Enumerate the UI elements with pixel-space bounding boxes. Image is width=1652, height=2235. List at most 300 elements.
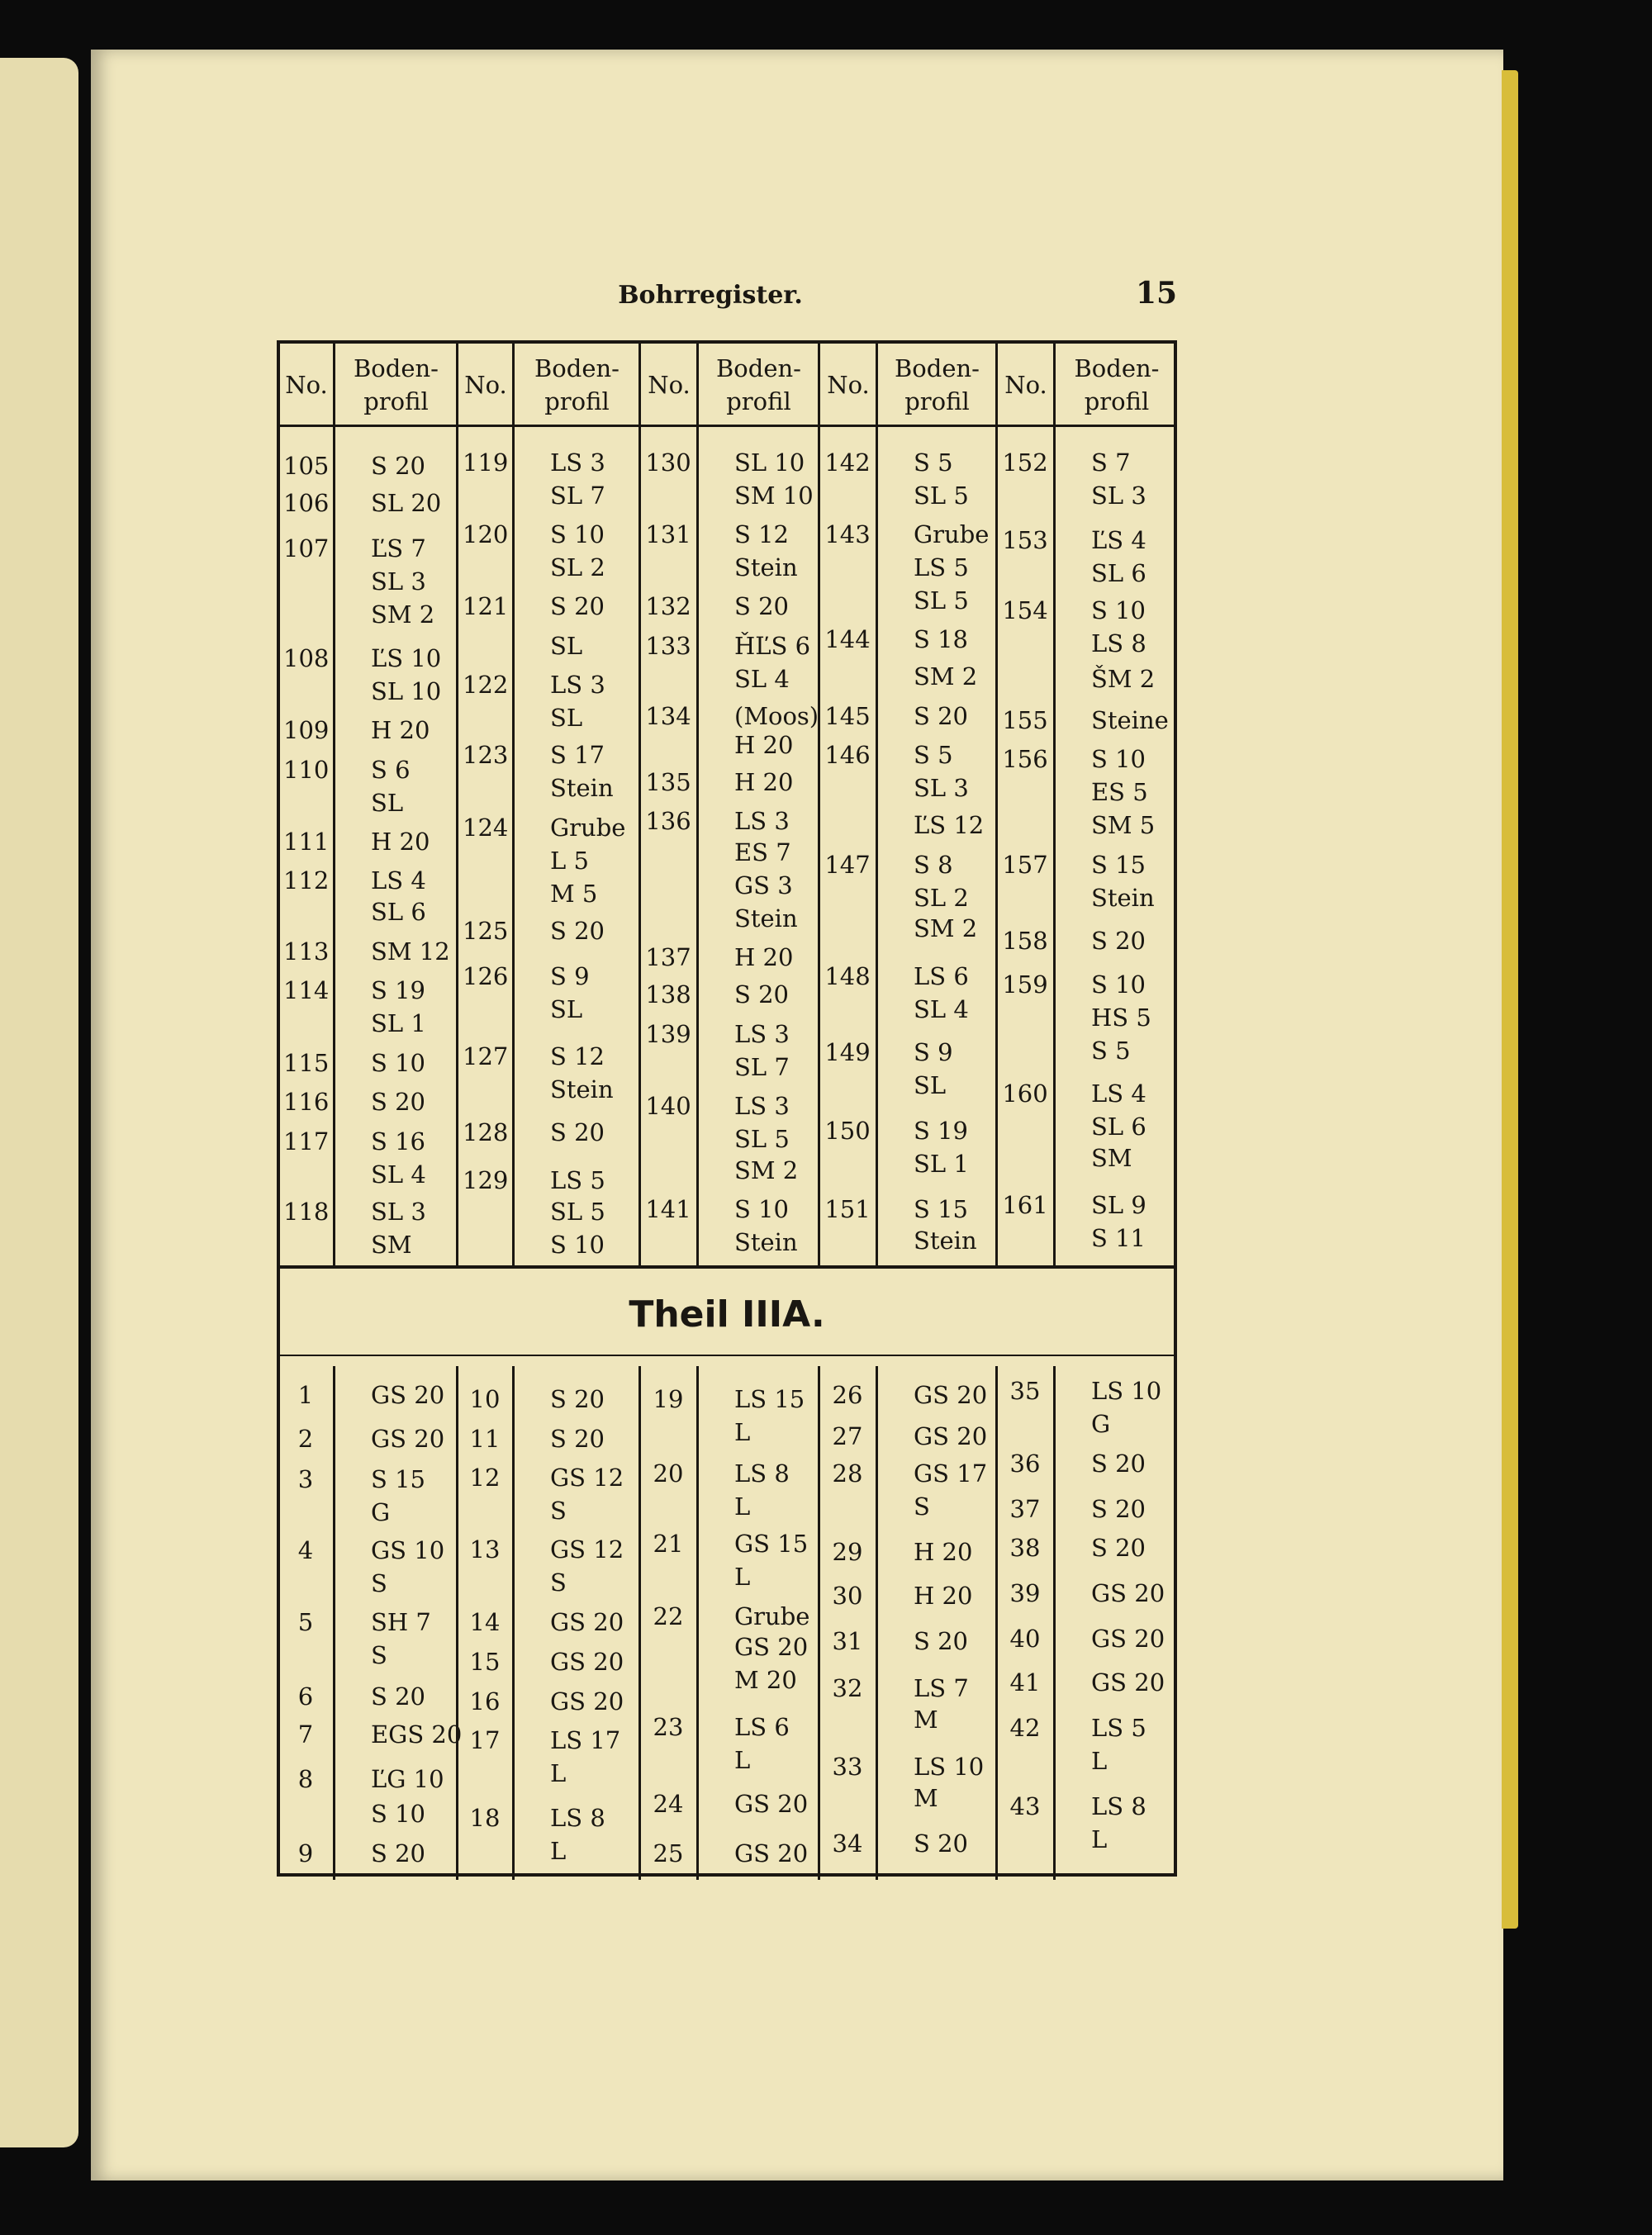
soil-profile-entry: SM 2 (914, 662, 978, 690)
soil-profile-entry: G (1091, 1410, 1111, 1438)
soil-profile-entry: LS 10 (914, 1753, 985, 1781)
facing-page-edge (0, 58, 78, 2147)
boring-number: 126 (463, 962, 509, 990)
boring-number: 17 (469, 1726, 501, 1754)
soil-profile-entry: M 20 (734, 1666, 797, 1694)
table-column-rule (333, 1366, 335, 1880)
boring-number: 139 (645, 1020, 691, 1048)
soil-profile-entry: SH 7 (371, 1608, 431, 1636)
boring-number: 37 (1009, 1495, 1041, 1523)
soil-profile-entry: GS 15 (734, 1530, 809, 1558)
soil-profile-entry: S 20 (1091, 1534, 1146, 1562)
soil-profile-entry: Grube (550, 814, 626, 842)
table-row-rule (280, 1265, 1174, 1269)
soil-profile-entry: GS 20 (550, 1687, 624, 1715)
soil-profile-entry: M (914, 1784, 938, 1812)
soil-profile-entry: SL 2 (550, 553, 605, 581)
soil-profile-entry: GS 10 (371, 1536, 445, 1564)
soil-profile-entry: SL 3 (371, 567, 426, 596)
soil-profile-entry: SM (1091, 1144, 1132, 1172)
soil-profile-entry: L (1091, 1747, 1108, 1775)
soil-profile-entry: Steine (1091, 706, 1169, 734)
soil-profile-entry: Stein (1091, 884, 1155, 912)
table-column-rule (818, 344, 820, 1267)
table-column-rule (696, 1366, 699, 1880)
table-column-rule (1053, 344, 1056, 1267)
soil-profile-entry: GS 20 (550, 1608, 624, 1636)
soil-profile-entry: S 10 (1091, 596, 1146, 624)
soil-profile-entry: ĽS 7 (371, 534, 426, 562)
table-column-rule (456, 1366, 458, 1880)
soil-profile-entry: SL 10 (371, 677, 442, 705)
soil-profile-entry: S 20 (550, 1118, 605, 1146)
boring-number: 121 (463, 592, 509, 620)
boring-number: 116 (283, 1088, 330, 1116)
boring-number: 23 (653, 1713, 684, 1741)
soil-profile-entry: SM 12 (371, 937, 450, 966)
soil-profile-entry: S 20 (371, 1088, 425, 1116)
boring-number: 10 (469, 1385, 501, 1413)
boring-number: 38 (1009, 1534, 1041, 1562)
table-column-rule (333, 344, 335, 1267)
soil-profile-entry: M 5 (550, 880, 598, 908)
boring-number: 30 (832, 1582, 863, 1610)
soil-profile-entry: S 10 (550, 520, 605, 548)
boring-number: 29 (832, 1538, 863, 1566)
soil-profile-entry: S 20 (1091, 1495, 1146, 1523)
soil-profile-entry: LS 3 (734, 807, 790, 835)
soil-profile-entry: S (914, 1492, 930, 1521)
boring-number: 144 (824, 625, 871, 653)
soil-profile-entry: S 9 (914, 1038, 953, 1066)
boring-number: 36 (1009, 1450, 1041, 1478)
soil-profile-entry: Stein (914, 1227, 977, 1255)
boring-number: 140 (645, 1092, 691, 1120)
soil-profile-entry: LS 5 (914, 553, 969, 581)
soil-profile-entry: H 20 (734, 731, 794, 759)
boring-number: 150 (824, 1117, 871, 1145)
soil-profile-entry: S 20 (1091, 927, 1146, 955)
boring-number: 3 (297, 1465, 314, 1493)
boring-number: 110 (283, 756, 330, 784)
boring-number: 149 (824, 1038, 871, 1066)
boring-number: 40 (1009, 1625, 1041, 1653)
boring-number: 20 (653, 1459, 684, 1488)
soil-profile-entry: S 20 (914, 1627, 968, 1655)
boring-number: 41 (1009, 1668, 1041, 1696)
soil-profile-entry: LS 5 (1091, 1714, 1146, 1742)
soil-profile-entry: SL 1 (371, 1009, 426, 1037)
boring-number: 105 (283, 452, 330, 480)
boring-number: 2 (297, 1425, 314, 1453)
soil-profile-entry: SL 6 (1091, 559, 1146, 587)
soil-profile-entry: H 20 (734, 943, 794, 971)
soil-profile-entry: GS 3 (734, 871, 793, 899)
soil-profile-entry: LS 8 (1091, 629, 1146, 657)
soil-profile-entry: S 11 (1091, 1224, 1146, 1252)
soil-profile-entry: SM 5 (1091, 811, 1156, 839)
boring-number: 119 (463, 448, 509, 477)
soil-profile-entry: H 20 (371, 716, 430, 744)
boring-number: 158 (1002, 927, 1048, 955)
header-no: No. (827, 371, 870, 399)
soil-profile-entry: S 19 (371, 976, 425, 1004)
soil-profile-entry: SL 3 (1091, 482, 1146, 510)
soil-profile-entry: LS 3 (734, 1020, 790, 1048)
soil-profile-entry: Stein (734, 904, 798, 932)
boring-number: 145 (824, 702, 871, 730)
boring-number: 151 (824, 1195, 871, 1223)
soil-profile-entry: S 10 (371, 1800, 425, 1828)
soil-profile-entry: GS 20 (371, 1381, 445, 1409)
soil-profile-entry: S 17 (550, 741, 605, 769)
boring-number: 43 (1009, 1792, 1041, 1820)
boring-number: 134 (645, 702, 691, 730)
soil-profile-entry: SL 5 (914, 482, 969, 510)
soil-profile-entry: L (550, 1759, 567, 1787)
soil-profile-entry: LS 4 (1091, 1080, 1146, 1108)
soil-profile-entry: S 20 (550, 917, 605, 945)
soil-profile-entry: G (371, 1498, 391, 1526)
table-column-rule (512, 344, 515, 1267)
header-bodenprofil: Boden- profil (354, 354, 439, 415)
soil-profile-entry: S 10 (734, 1195, 789, 1223)
header-no: No. (285, 371, 328, 399)
boring-number: 138 (645, 980, 691, 1008)
boring-number: 5 (297, 1608, 314, 1636)
soil-profile-entry: S 18 (914, 625, 968, 653)
boring-number: 106 (283, 489, 330, 517)
soil-profile-entry: S (550, 1568, 567, 1597)
boring-number: 24 (653, 1790, 684, 1818)
soil-profile-entry: S 10 (1091, 745, 1146, 773)
boring-number: 15 (469, 1648, 501, 1676)
boring-number: 114 (283, 976, 330, 1004)
boring-number: 6 (297, 1682, 314, 1711)
soil-profile-entry: LS 3 (550, 671, 605, 699)
soil-profile-entry: S 20 (734, 980, 789, 1008)
soil-profile-entry: S 16 (371, 1127, 425, 1155)
soil-profile-entry: Stein (734, 1228, 798, 1256)
boring-number: 108 (283, 644, 330, 672)
boring-number: 11 (469, 1425, 501, 1453)
soil-profile-entry: SL 4 (914, 995, 969, 1023)
boring-number: 137 (645, 943, 691, 971)
boring-number: 113 (283, 937, 330, 966)
boring-number: 132 (645, 592, 691, 620)
soil-profile-entry: SL (371, 789, 404, 817)
soil-profile-entry: L (734, 1492, 751, 1521)
header-bodenprofil: Boden- profil (716, 354, 801, 415)
soil-profile-entry: GS 12 (550, 1464, 624, 1492)
boring-number: 26 (832, 1381, 863, 1409)
boring-number: 115 (283, 1049, 330, 1077)
soil-profile-entry: SL 7 (734, 1053, 790, 1081)
boring-number: 128 (463, 1118, 509, 1146)
boring-number: 111 (283, 828, 330, 856)
boring-number: 123 (463, 741, 509, 769)
soil-profile-entry: S 8 (914, 851, 953, 879)
page-number: 15 (1136, 276, 1178, 311)
soil-profile-entry: S 20 (371, 1682, 425, 1711)
soil-profile-entry: LS 8 (1091, 1792, 1146, 1820)
soil-profile-entry: LS 6 (734, 1713, 790, 1741)
soil-profile-entry: LS 15 (734, 1385, 805, 1413)
boring-number: 117 (283, 1127, 330, 1155)
soil-profile-entry: S 15 (1091, 851, 1146, 879)
soil-profile-entry: LS 6 (914, 962, 969, 990)
soil-profile-entry: S 15 (371, 1465, 425, 1493)
boring-number: 7 (297, 1720, 314, 1749)
boring-number: 1 (297, 1381, 314, 1409)
soil-profile-entry: S 20 (550, 1425, 605, 1453)
boring-number: 112 (283, 866, 330, 894)
header-bodenprofil: Boden- profil (895, 354, 980, 415)
soil-profile-entry: SL 1 (914, 1150, 969, 1178)
soil-profile-entry: L (550, 1837, 567, 1865)
table-column-rule (818, 1366, 820, 1880)
table-column-rule (638, 1366, 641, 1880)
boring-number: 21 (653, 1530, 684, 1558)
table-column-rule (876, 1366, 878, 1880)
soil-profile-entry: L (734, 1418, 751, 1446)
boring-number: 129 (463, 1166, 509, 1194)
boring-number: 35 (1009, 1377, 1041, 1405)
soil-profile-entry: SL (550, 632, 583, 660)
soil-profile-entry: S 15 (914, 1195, 968, 1223)
boring-number: 118 (283, 1198, 330, 1226)
soil-profile-entry: ES 5 (1091, 778, 1148, 806)
soil-profile-entry: SL 6 (371, 898, 426, 926)
soil-profile-entry: S 10 (550, 1231, 605, 1259)
soil-profile-entry: LS 17 (550, 1726, 621, 1754)
boring-number: 143 (824, 520, 871, 548)
soil-profile-entry: SL 3 (371, 1198, 426, 1226)
soil-profile-entry: SL 20 (371, 489, 442, 517)
soil-profile-entry: ĽS 12 (914, 811, 985, 839)
soil-profile-entry: L (1091, 1825, 1108, 1853)
header-no: No. (648, 371, 691, 399)
soil-profile-entry: LS 8 (734, 1459, 790, 1488)
boring-number: 34 (832, 1829, 863, 1858)
boring-number: 12 (469, 1464, 501, 1492)
soil-profile-entry: EGS 20 (371, 1720, 463, 1749)
soil-profile-entry: S 20 (914, 702, 968, 730)
boring-number: 147 (824, 851, 871, 879)
boring-number: 8 (297, 1765, 314, 1793)
boring-number: 124 (463, 814, 509, 842)
boring-number: 160 (1002, 1080, 1048, 1108)
soil-profile-entry: GS 20 (1091, 1579, 1165, 1607)
soil-profile-entry: S 20 (734, 592, 789, 620)
table-column-rule (456, 344, 458, 1267)
soil-profile-entry: S 9 (550, 962, 590, 990)
soil-profile-entry: LS 8 (550, 1804, 605, 1832)
soil-profile-entry: S 20 (550, 1385, 605, 1413)
boring-number: 157 (1002, 851, 1048, 879)
soil-profile-entry: S 7 (1091, 448, 1131, 477)
table-column-rule (995, 1366, 998, 1880)
table-column-rule (638, 344, 641, 1267)
boring-number: 161 (1002, 1191, 1048, 1219)
soil-profile-entry: SL (914, 1071, 947, 1099)
boring-number: 141 (645, 1195, 691, 1223)
header-no: No. (464, 371, 507, 399)
soil-profile-entry: SM (371, 1231, 412, 1259)
soil-profile-entry: S 5 (1091, 1037, 1131, 1065)
table-column-rule (876, 344, 878, 1267)
soil-profile-entry: SL 2 (914, 884, 969, 912)
section-title: Theil IIIA. (629, 1293, 825, 1336)
soil-profile-entry: GS 20 (734, 1633, 809, 1661)
boring-number: 122 (463, 671, 509, 699)
boring-number: 14 (469, 1608, 501, 1636)
boring-number: 107 (283, 534, 330, 562)
soil-profile-entry: SL 5 (550, 1198, 605, 1226)
header-bodenprofil: Boden- profil (534, 354, 620, 415)
bohrregister-table (277, 340, 1177, 1877)
soil-profile-entry: SL 3 (914, 774, 969, 802)
table-column-rule (512, 1366, 515, 1880)
soil-profile-entry: GS 20 (734, 1839, 809, 1867)
soil-profile-entry: SL (550, 704, 583, 732)
soil-profile-entry: LS 3 (550, 448, 605, 477)
soil-profile-entry: Grube (914, 520, 990, 548)
soil-profile-entry: SL 7 (550, 482, 605, 510)
soil-profile-entry: S 20 (914, 1829, 968, 1858)
boring-number: 22 (653, 1602, 684, 1630)
soil-profile-entry: S (550, 1497, 567, 1525)
boring-number: 18 (469, 1804, 501, 1832)
soil-profile-entry: GS 20 (1091, 1668, 1165, 1696)
soil-profile-entry: L (734, 1746, 751, 1774)
boring-number: 131 (645, 520, 691, 548)
soil-profile-entry: (Moos) (734, 702, 819, 730)
soil-profile-entry: HS 5 (1091, 1004, 1151, 1032)
header-no: No. (1004, 371, 1047, 399)
boring-number: 4 (297, 1536, 314, 1564)
soil-profile-entry: S 20 (371, 452, 425, 480)
soil-profile-entry: L 5 (550, 847, 589, 875)
boring-number: 159 (1002, 970, 1048, 999)
boring-number: 120 (463, 520, 509, 548)
boring-number: 154 (1002, 596, 1048, 624)
soil-profile-entry: GS 20 (734, 1790, 809, 1818)
boring-number: 9 (297, 1839, 314, 1867)
soil-profile-entry: S 5 (914, 741, 953, 769)
boring-number: 146 (824, 741, 871, 769)
soil-profile-entry: SL 4 (371, 1160, 426, 1189)
soil-profile-entry: H 20 (371, 828, 430, 856)
soil-profile-entry: LS 3 (734, 1092, 790, 1120)
boring-number: 27 (832, 1422, 863, 1450)
boring-number: 133 (645, 632, 691, 660)
page-stack-edge (1502, 70, 1518, 1929)
soil-profile-entry: SM 2 (914, 914, 978, 942)
soil-profile-entry: H 20 (914, 1582, 973, 1610)
soil-profile-entry: ES 7 (734, 838, 791, 866)
soil-profile-entry: SL 5 (914, 586, 969, 615)
soil-profile-entry: SL 10 (734, 448, 805, 477)
soil-profile-entry: S 12 (550, 1042, 605, 1070)
soil-profile-entry: LS 5 (550, 1166, 605, 1194)
boring-number: 148 (824, 962, 871, 990)
boring-number: 39 (1009, 1579, 1041, 1607)
boring-number: 25 (653, 1839, 684, 1867)
soil-profile-entry: SL 4 (734, 665, 790, 693)
soil-profile-entry: SL 5 (734, 1125, 790, 1153)
soil-profile-entry: GS 20 (914, 1381, 988, 1409)
boring-number: 32 (832, 1674, 863, 1702)
soil-profile-entry: Stein (550, 1075, 614, 1103)
boring-number: 125 (463, 917, 509, 945)
soil-profile-entry: ȞĽS 6 (734, 632, 811, 660)
boring-number: 136 (645, 807, 691, 835)
soil-profile-entry: LS 10 (1091, 1377, 1162, 1405)
soil-profile-entry: S 10 (371, 1049, 425, 1077)
soil-profile-entry: SM 2 (371, 600, 435, 629)
soil-profile-entry: GS 20 (550, 1648, 624, 1676)
boring-number: 31 (832, 1627, 863, 1655)
boring-number: 33 (832, 1753, 863, 1781)
soil-profile-entry: ĽS 10 (371, 644, 442, 672)
soil-profile-entry: S 20 (1091, 1450, 1146, 1478)
running-title: Bohrregister. (618, 281, 803, 310)
soil-profile-entry: SL 9 (1091, 1191, 1146, 1219)
soil-profile-entry: GS 20 (1091, 1625, 1165, 1653)
boring-number: 13 (469, 1535, 501, 1564)
boring-number: 127 (463, 1042, 509, 1070)
boring-number: 152 (1002, 448, 1048, 477)
soil-profile-entry: H 20 (734, 768, 794, 796)
soil-profile-entry: M (914, 1706, 938, 1734)
soil-profile-entry: H 20 (914, 1538, 973, 1566)
table-column-rule (1053, 1366, 1056, 1880)
boring-number: 28 (832, 1459, 863, 1488)
boring-number: 135 (645, 768, 691, 796)
boring-number: 42 (1009, 1714, 1041, 1742)
table-row-rule (280, 425, 1174, 427)
soil-profile-entry: GS 20 (914, 1422, 988, 1450)
soil-profile-entry: Grube (734, 1602, 810, 1630)
soil-profile-entry: ŠM 2 (1091, 665, 1156, 693)
soil-profile-entry: SM 2 (734, 1156, 799, 1184)
soil-profile-entry: S (371, 1569, 387, 1597)
soil-profile-entry: LS 4 (371, 866, 426, 894)
boring-number: 153 (1002, 526, 1048, 554)
soil-profile-entry: GS 20 (371, 1425, 445, 1453)
boring-number: 130 (645, 448, 691, 477)
boring-number: 155 (1002, 706, 1048, 734)
boring-number: 142 (824, 448, 871, 477)
header-bodenprofil: Boden- profil (1074, 354, 1160, 415)
soil-profile-entry: ĽG 10 (371, 1765, 444, 1793)
soil-profile-entry: ĽS 4 (1091, 526, 1146, 554)
boring-number: 109 (283, 716, 330, 744)
soil-profile-entry: S 6 (371, 756, 411, 784)
soil-profile-entry: LS 7 (914, 1674, 969, 1702)
boring-number: 19 (653, 1385, 684, 1413)
boring-number: 156 (1002, 745, 1048, 773)
soil-profile-entry: SL (550, 995, 583, 1023)
soil-profile-entry: S 20 (550, 592, 605, 620)
soil-profile-entry: GS 17 (914, 1459, 988, 1488)
soil-profile-entry: S 5 (914, 448, 953, 477)
soil-profile-entry: Stein (734, 553, 798, 581)
table-column-rule (696, 344, 699, 1267)
soil-profile-entry: S (371, 1641, 387, 1669)
soil-profile-entry: S 20 (371, 1839, 425, 1867)
